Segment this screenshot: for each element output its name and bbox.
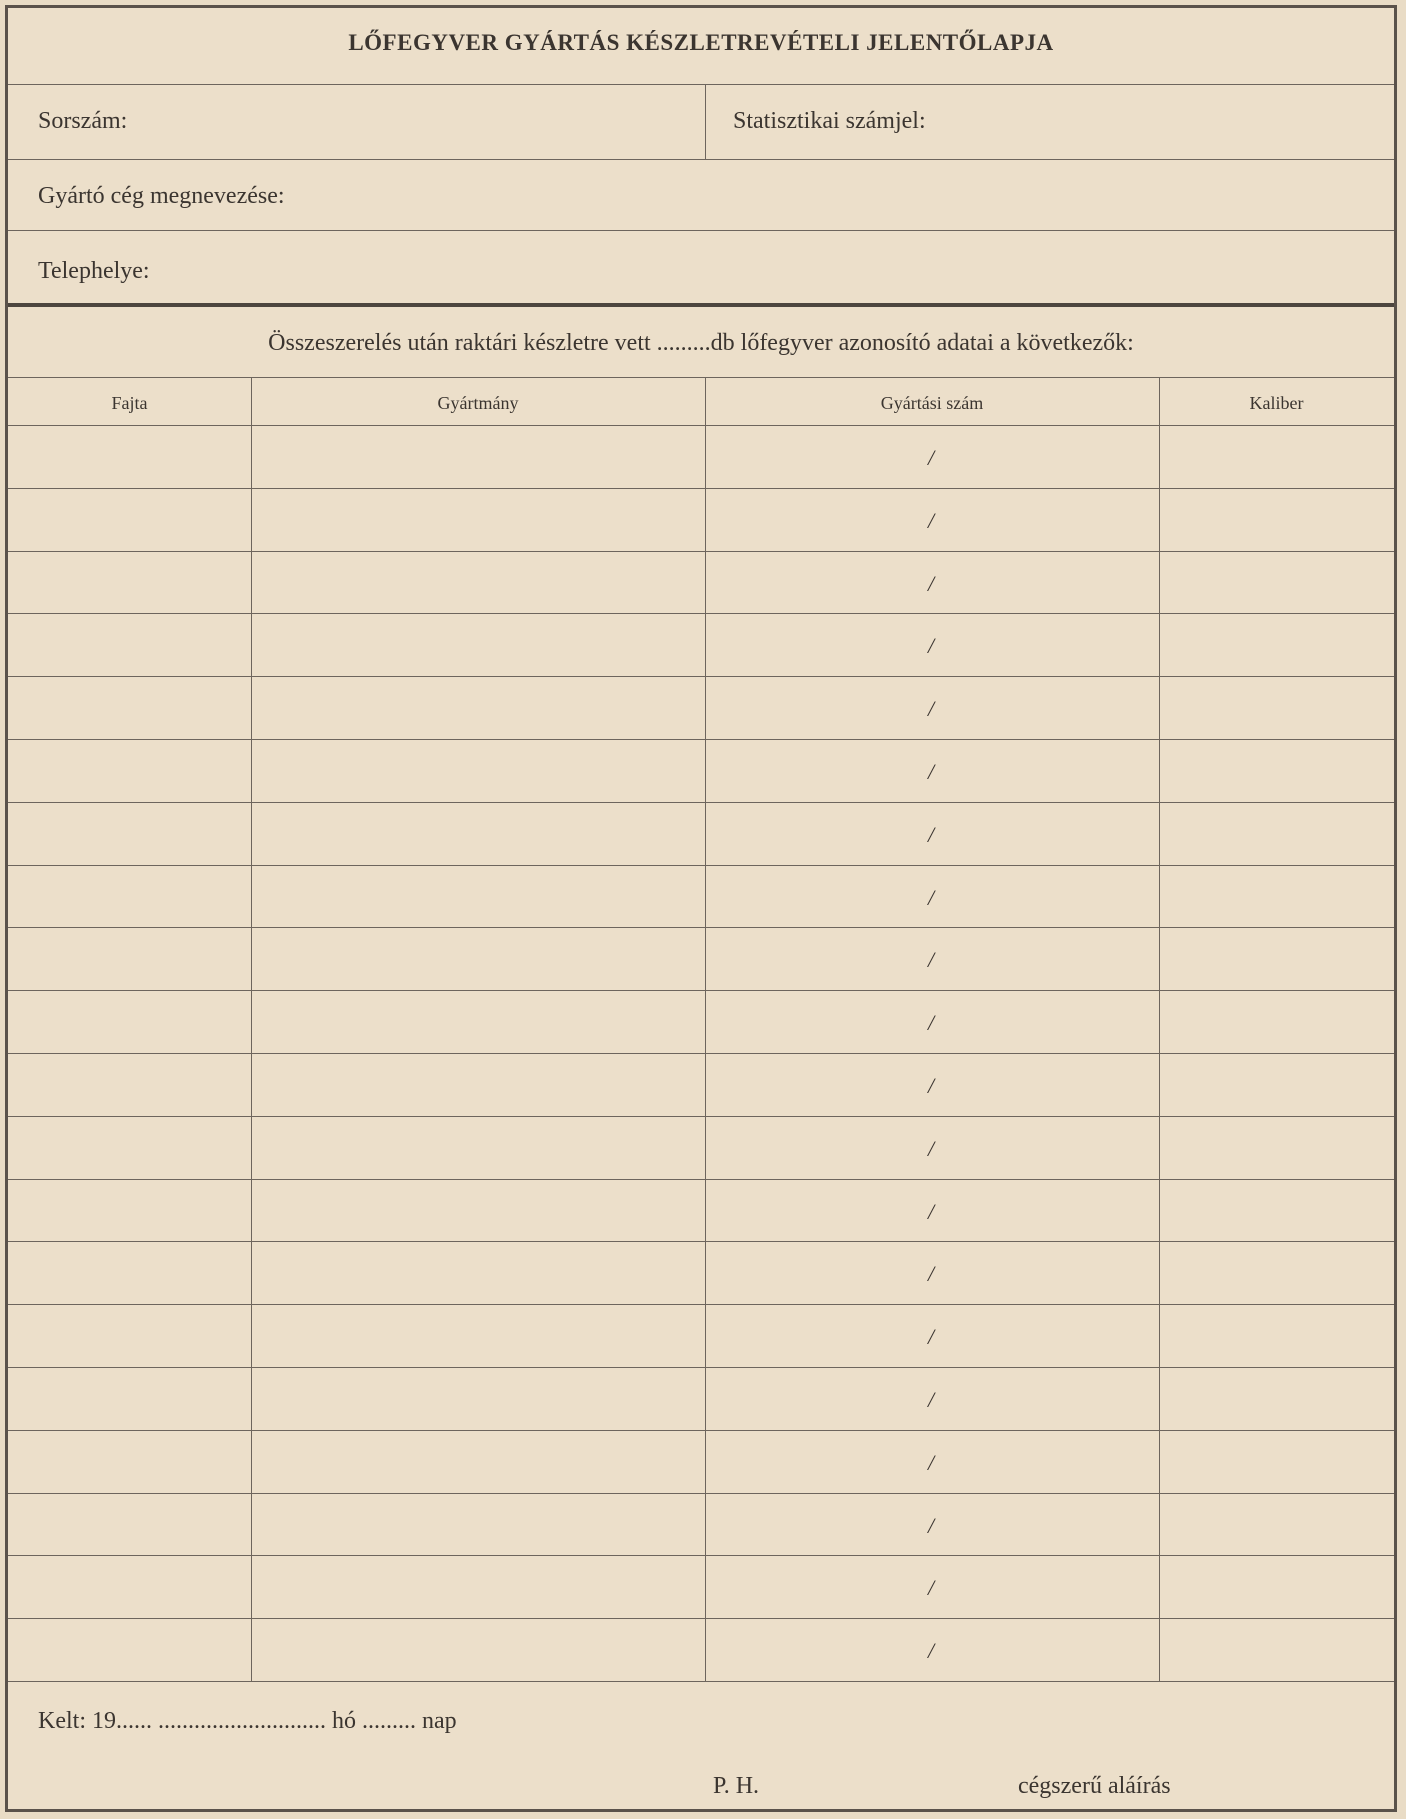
row-divider xyxy=(8,1304,1394,1305)
row-divider xyxy=(8,676,1394,677)
serial-slash: / xyxy=(928,1073,935,1098)
serial-slash: / xyxy=(928,1261,935,1287)
serial-label: Sorszám: xyxy=(38,108,128,134)
serial-slash: / xyxy=(928,1512,935,1538)
serial-slash: / xyxy=(928,1638,935,1664)
column-header-make: Gyártmány xyxy=(437,393,519,413)
serial-slash: / xyxy=(928,1135,935,1161)
column-header-caliber: Kaliber xyxy=(1249,393,1304,413)
row-divider xyxy=(8,802,1394,803)
row-divider xyxy=(8,990,1394,991)
divider xyxy=(705,84,706,159)
serial-slash: / xyxy=(928,1198,935,1224)
column-header-serial: Gyártási szám xyxy=(880,393,984,413)
row-divider xyxy=(8,865,1394,866)
serial-slash: / xyxy=(928,1387,935,1412)
serial-slash: / xyxy=(928,759,935,784)
row-divider xyxy=(8,1618,1394,1619)
row-divider xyxy=(8,1493,1394,1494)
table-top-line xyxy=(8,377,1394,378)
column-divider xyxy=(1159,377,1160,1681)
divider xyxy=(8,230,1394,231)
stat-number-label: Statisztikai számjel: xyxy=(733,108,926,134)
row-divider xyxy=(8,488,1394,489)
table-bottom-line xyxy=(8,1681,1394,1682)
site-label: Telephelye: xyxy=(38,258,150,284)
row-divider xyxy=(8,1430,1394,1431)
serial-slash: / xyxy=(928,507,935,533)
row-divider xyxy=(8,613,1394,614)
row-divider xyxy=(8,1116,1394,1117)
serial-slash: / xyxy=(928,1449,935,1475)
column-header-type: Fajta xyxy=(111,393,148,413)
row-divider xyxy=(8,927,1394,928)
serial-slash: / xyxy=(928,696,935,722)
inventory-intro: Összeszerelés után raktári készletre vett .........db lőfegyver azonosító adatai a következők: xyxy=(268,330,1134,356)
column-divider xyxy=(251,377,252,1681)
row-divider xyxy=(8,1241,1394,1242)
report-form xyxy=(5,5,1397,1812)
row-divider xyxy=(8,425,1394,426)
serial-slash: / xyxy=(928,947,935,973)
row-divider xyxy=(8,1555,1394,1556)
date-line: Kelt: 19...... ............................ hó ......... nap xyxy=(38,1708,457,1734)
serial-slash: / xyxy=(928,1324,935,1350)
row-divider xyxy=(8,1053,1394,1054)
section-divider xyxy=(8,303,1394,307)
divider xyxy=(8,84,1394,85)
divider xyxy=(8,159,1394,160)
row-divider xyxy=(8,1179,1394,1180)
serial-slash: / xyxy=(928,1010,935,1036)
signature-label: cégszerű aláírás xyxy=(1018,1773,1171,1799)
serial-slash: / xyxy=(928,570,935,596)
serial-slash: / xyxy=(928,821,935,847)
column-divider xyxy=(705,377,706,1681)
row-divider xyxy=(8,739,1394,740)
serial-slash: / xyxy=(928,1575,935,1601)
serial-slash: / xyxy=(928,633,935,659)
form-title: LŐFEGYVER GYÁRTÁS KÉSZLETREVÉTELI JELENTŐLAPJA xyxy=(348,30,1054,55)
serial-slash: / xyxy=(928,445,935,470)
stamp-label: P. H. xyxy=(713,1773,760,1799)
company-name-label: Gyártó cég megnevezése: xyxy=(38,183,285,209)
row-divider xyxy=(8,551,1394,552)
row-divider xyxy=(8,1367,1394,1368)
serial-slash: / xyxy=(928,884,935,910)
